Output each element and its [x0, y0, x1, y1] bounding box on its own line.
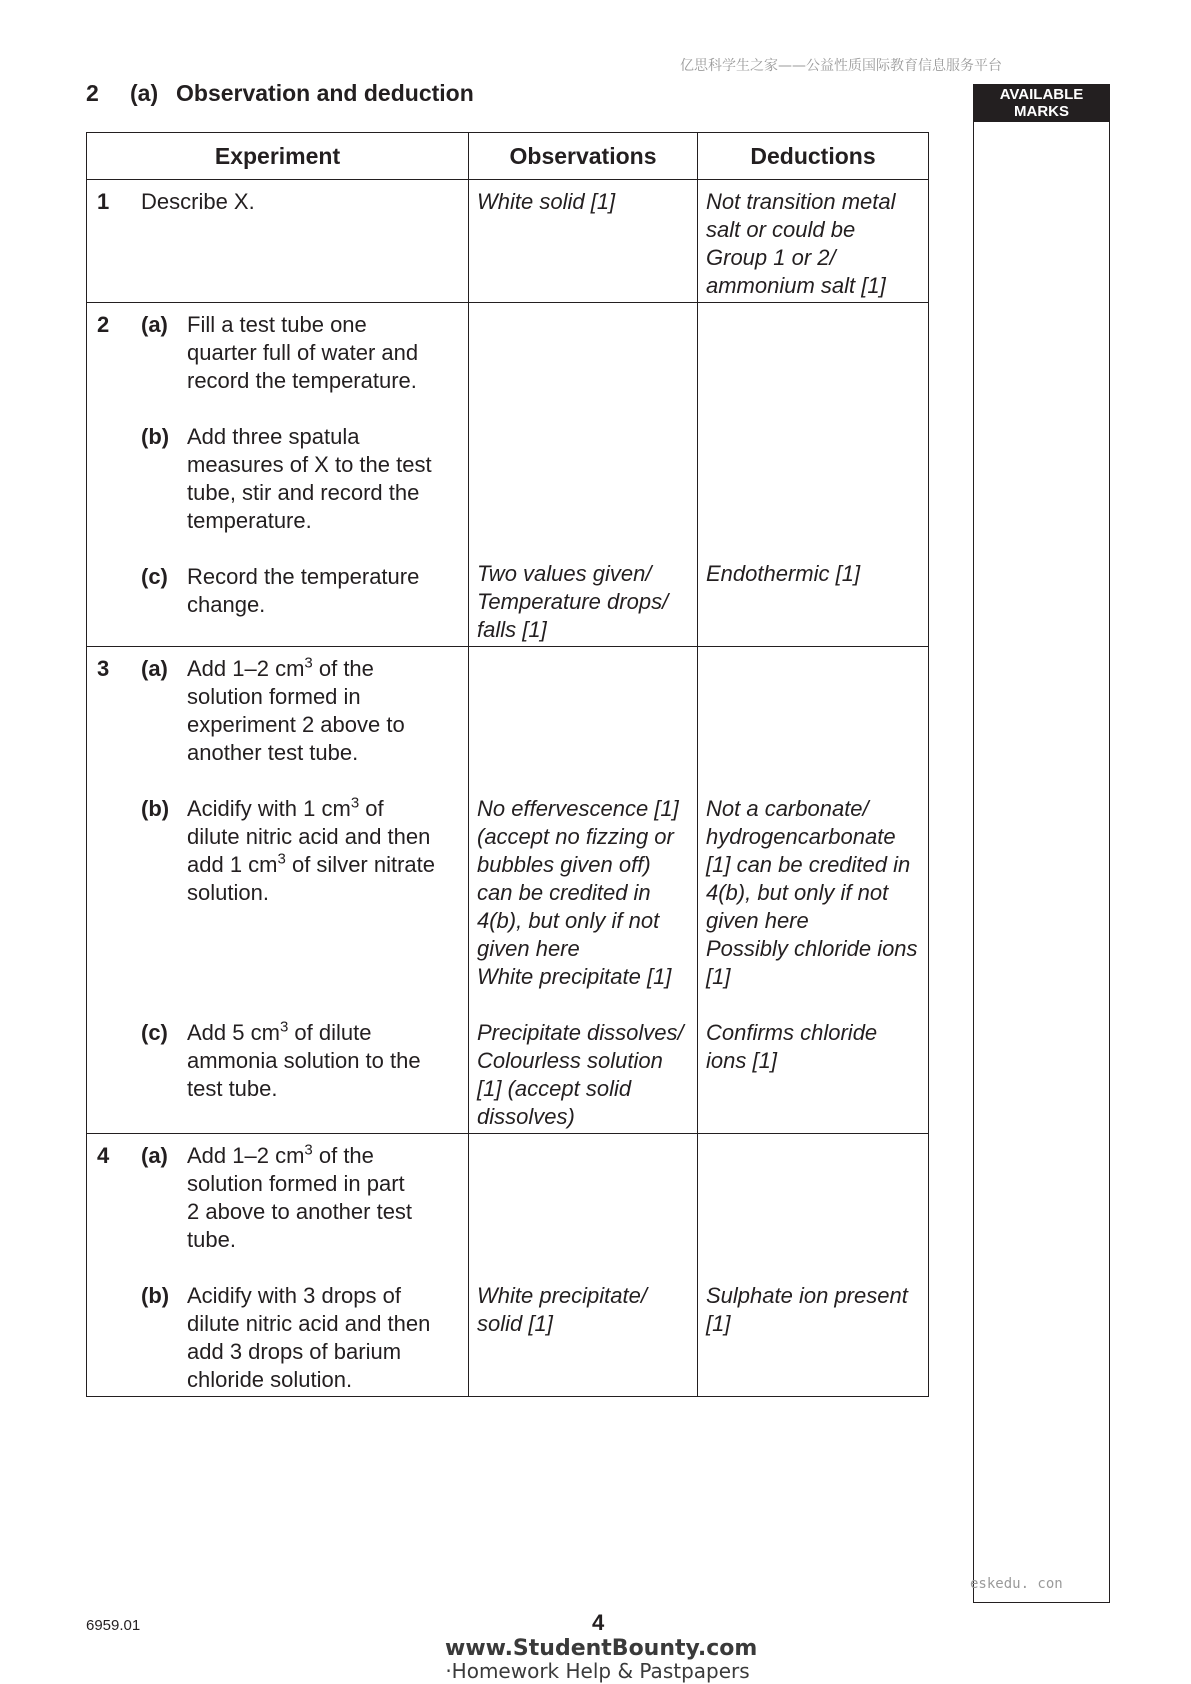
experiment-cell	[87, 1134, 469, 1397]
experiment-number: 2	[97, 312, 110, 337]
header-deductions: Deductions	[698, 133, 929, 180]
experiment-table	[86, 132, 929, 1397]
available-marks-column	[973, 84, 1110, 1603]
header-experiment: Experiment	[87, 133, 469, 180]
top-watermark: 亿思科学生之家——公益性质国际教育信息服务平台	[680, 58, 1002, 74]
experiment-text: Fill a test tube one quarter full of water and record the temperature.	[187, 312, 419, 393]
experiment-cell	[87, 647, 469, 1134]
experiment-text: Add 1–2 $cm^3$ of the solution formed in experiment 2 above to another test tube.	[187, 654, 405, 765]
experiment-text: Add three spatula measures of X to the test tube, stir and record the temperature.	[187, 424, 432, 533]
available-marks-header: AVAILABLE MARKS	[974, 85, 1109, 122]
table-row	[87, 303, 929, 647]
deduction-cell: Endothermic [1]	[698, 303, 929, 647]
part-label: (c)	[141, 1020, 168, 1045]
deduction-cell: Sulphate ion present [1]	[698, 1134, 929, 1397]
deduction-cell: Not a carbonate/ hydrogencarbonate [1] can be credited in 4(b), but only if not given here Possibly chloride ions [1] Confirms chloride ions [1]	[698, 647, 929, 1134]
experiment-cell	[87, 180, 469, 303]
experiment-text: Describe X.	[141, 189, 255, 214]
deduction-cell: Not transition metal salt or could be Group 1 or 2/ ammonium salt [1]	[698, 180, 929, 303]
section-heading	[86, 80, 474, 107]
question-number: 2	[86, 80, 99, 106]
observation-cell: White solid [1]	[469, 180, 698, 303]
part-label: (b)	[141, 424, 170, 449]
experiment-text: Acidify with 3 drops of dilute nitric acid and then add 3 drops of barium chloride solution.	[187, 1283, 431, 1392]
experiment-text: Record the temperature change.	[187, 564, 420, 617]
experiment-number: 1	[97, 189, 110, 214]
part-label: (a)	[141, 1143, 168, 1168]
experiment-number: 3	[97, 656, 110, 681]
experiment-number: 4	[97, 1143, 110, 1168]
part-label: (b)	[141, 1283, 170, 1308]
observation-cell: No effervescence [1] (accept no fizzing or bubbles given off) can be credited in 4(b), but only if not given here White precipitate [1] Precipitate dissolves/ Colourless solution [1] (accept solid dissolves)	[469, 647, 698, 1134]
table-row	[87, 1134, 929, 1397]
table-row	[87, 180, 929, 303]
side-watermark: eskedu. con	[970, 1576, 1063, 1592]
table-row	[87, 647, 929, 1134]
experiment-cell	[87, 303, 469, 647]
observation-cell: Two values given/ Temperature drops/ falls [1]	[469, 303, 698, 647]
page-number: 4	[592, 1610, 605, 1635]
studentbounty-logo: www.StudentBounty.com ·Homework Help & Pastpapers	[445, 1636, 758, 1683]
section-title: Observation and deduction	[176, 80, 474, 106]
experiment-text: Add 5 $cm^3$ of dilute ammonia solution to the test tube.	[187, 1018, 421, 1101]
experiment-text: Add 1–2 $cm^3$ of the solution formed in part 2 above to another test tube.	[187, 1141, 413, 1252]
paper-code: 6959.01	[86, 1617, 141, 1634]
part-label: (b)	[141, 796, 170, 821]
table-header-row	[87, 133, 929, 180]
observation-cell: White precipitate/ solid [1]	[469, 1134, 698, 1397]
experiment-text: Acidify with 1 $cm^3$ of dilute nitric acid and then add 1 $cm^3$ of silver nitrate solution.	[187, 794, 436, 905]
header-observations: Observations	[469, 133, 698, 180]
part-label: (a)	[141, 312, 168, 337]
part-label: (a)	[141, 656, 168, 681]
question-part: (a)	[130, 80, 159, 106]
part-label: (c)	[141, 564, 168, 589]
